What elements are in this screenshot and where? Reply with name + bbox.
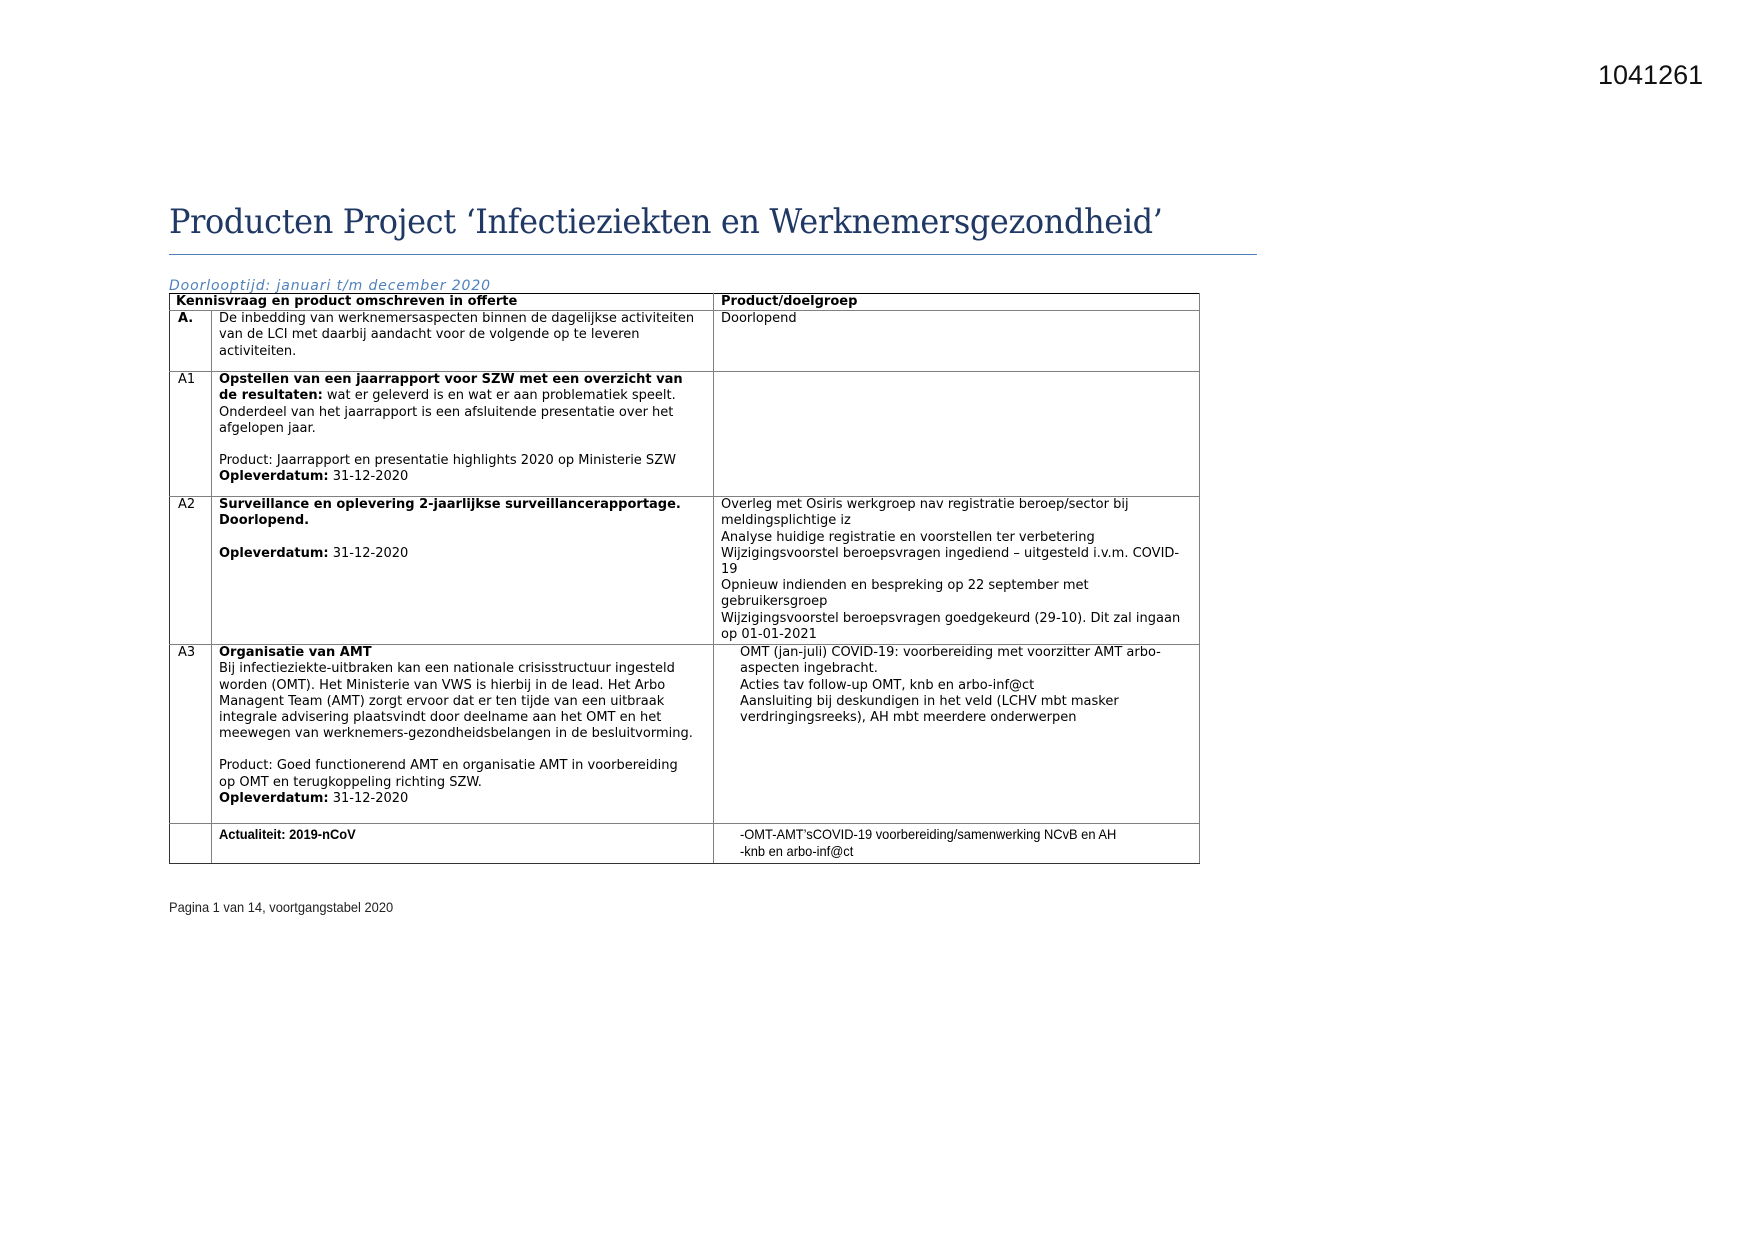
table-row — [170, 824, 1200, 864]
delivery-date — [219, 546, 706, 562]
row-description — [212, 372, 714, 497]
row-code: A1 — [170, 372, 212, 497]
row-description — [212, 311, 714, 372]
row-description — [212, 497, 714, 645]
product-line: Analyse huidige registratie en voorstellen ter verbetering — [721, 529, 1095, 545]
row-product — [714, 824, 1200, 864]
desc-heading: Doorlopend. — [219, 513, 310, 529]
delivery-date-label: Opleverdatum: — [219, 469, 329, 485]
table-row — [170, 497, 1200, 645]
row-product — [714, 372, 1200, 497]
product-line: verdringingsreeks), AH mbt meerdere onderwerpen — [740, 710, 1077, 726]
delivery-date — [219, 469, 706, 485]
desc-heading-cont: de resultaten: — [219, 388, 323, 404]
progress-table — [169, 293, 1200, 864]
duration-subtitle: Doorlooptijd: januari t/m december 2020 — [169, 278, 491, 294]
product-line: -knb en arbo-inf@ct — [740, 843, 854, 860]
product-description: Product: Goed functionerend AMT en organisatie AMT in voorbereiding — [219, 758, 678, 774]
title-divider — [169, 254, 1257, 255]
product-line: gebruikersgroep — [721, 594, 828, 610]
product-line: OMT (jan-juli) COVID-19: voorbereiding met voorzitter AMT arbo- — [740, 645, 1161, 661]
spacer — [219, 437, 706, 453]
table-row — [170, 645, 1200, 824]
product-line: Doorlopend — [721, 311, 797, 327]
product-description: op OMT en terugkoppeling richting SZW. — [219, 774, 482, 790]
product-description: Product: Jaarrapport en presentatie highlights 2020 op Ministerie SZW — [219, 453, 676, 469]
desc-line: Onderdeel van het jaarrapport is een afsluitende presentatie over het — [219, 404, 674, 420]
product-line: Opnieuw indienden en bespreking op 22 september met — [721, 578, 1089, 594]
desc-line: Managent Team (AMT) zorgt ervoor dat er ten tijde van een uitbraak — [219, 693, 665, 709]
product-line: op 01-01-2021 — [721, 626, 817, 642]
row-code — [170, 824, 212, 864]
header-knowledge-question: Kennisvraag en product omschreven in offerte — [170, 294, 714, 311]
row-code: A3 — [170, 645, 212, 824]
desc-heading: Organisatie van AMT — [219, 645, 372, 661]
product-line: Aansluiting bij deskundigen in het veld (LCHV mbt masker — [740, 693, 1119, 709]
delivery-date-label: Opleverdatum: — [219, 790, 329, 806]
row-code: A2 — [170, 497, 212, 645]
desc-line: meewegen van werknemers-gezondheidsbelangen in de besluitvorming. — [219, 726, 693, 742]
desc-line: afgelopen jaar. — [219, 420, 316, 436]
row-code: A. — [170, 311, 212, 372]
row-description — [212, 645, 714, 824]
product-line: Wijzigingsvoorstel beroepsvragen ingediend – uitgesteld i.v.m. COVID- — [721, 545, 1180, 561]
product-line: meldingsplichtige iz — [721, 513, 851, 529]
desc-line: activiteiten. — [219, 343, 297, 359]
desc-heading: Surveillance en oplevering 2-jaarlijkse surveillancerapportage. — [219, 497, 681, 513]
page-title: Producten Project ‘Infectieziekten en Werknemersgezondheid’ — [169, 202, 1163, 242]
page-footer: Pagina 1 van 14, voortgangstabel 2020 — [169, 899, 394, 915]
document-id: 1041261 — [1598, 60, 1704, 90]
desc-line: integrale advisering plaatsvindt door deelname aan het OMT en het — [219, 710, 662, 726]
desc-line: Bij infectieziekte-uitbraken kan een nationale crisisstructuur ingesteld — [219, 661, 675, 677]
desc-line: De inbedding van werknemersaspecten binnen de dagelijkse activiteiten — [219, 311, 695, 327]
row-product — [714, 311, 1200, 372]
row-product — [714, 645, 1200, 824]
product-line: Overleg met Osiris werkgroep nav registratie beroep/sector bij — [721, 497, 1129, 513]
table-header-row — [170, 294, 1200, 311]
product-line: 19 — [721, 562, 738, 578]
product-line: -OMT-AMT’sCOVID-19 voorbereiding/samenwerking NCvB en AH — [740, 826, 1117, 843]
desc-heading: Opstellen van een jaarrapport voor SZW met een overzicht van — [219, 372, 683, 388]
desc-line: worden (OMT). Het Ministerie van VWS is hierbij in de lead. Het Arbo — [219, 677, 666, 693]
row-description — [212, 824, 714, 864]
desc-text: wat er geleverd is en wat er aan problematiek speelt. — [322, 388, 676, 404]
spacer — [219, 530, 706, 546]
table-row — [170, 372, 1200, 497]
row-product — [714, 497, 1200, 645]
desc-line — [219, 388, 706, 404]
spacer — [219, 742, 706, 758]
delivery-date-value: 31-12-2020 — [328, 790, 409, 806]
header-product-target-group: Product/doelgroep — [714, 294, 1200, 311]
desc-heading: Actualiteit: 2019-nCoV — [219, 826, 356, 843]
table-row — [170, 311, 1200, 372]
product-line: Wijzigingsvoorstel beroepsvragen goedgekeurd (29-10). Dit zal ingaan — [721, 610, 1181, 626]
product-line: Acties tav follow-up OMT, knb en arbo-inf@ct — [740, 677, 1035, 693]
delivery-date-value: 31-12-2020 — [328, 469, 409, 485]
desc-line: van de LCI met daarbij aandacht voor de volgende op te leveren — [219, 327, 640, 343]
delivery-date — [219, 791, 706, 807]
delivery-date-label: Opleverdatum: — [219, 545, 329, 561]
product-line: aspecten ingebracht. — [740, 661, 878, 677]
delivery-date-value: 31-12-2020 — [328, 545, 409, 561]
